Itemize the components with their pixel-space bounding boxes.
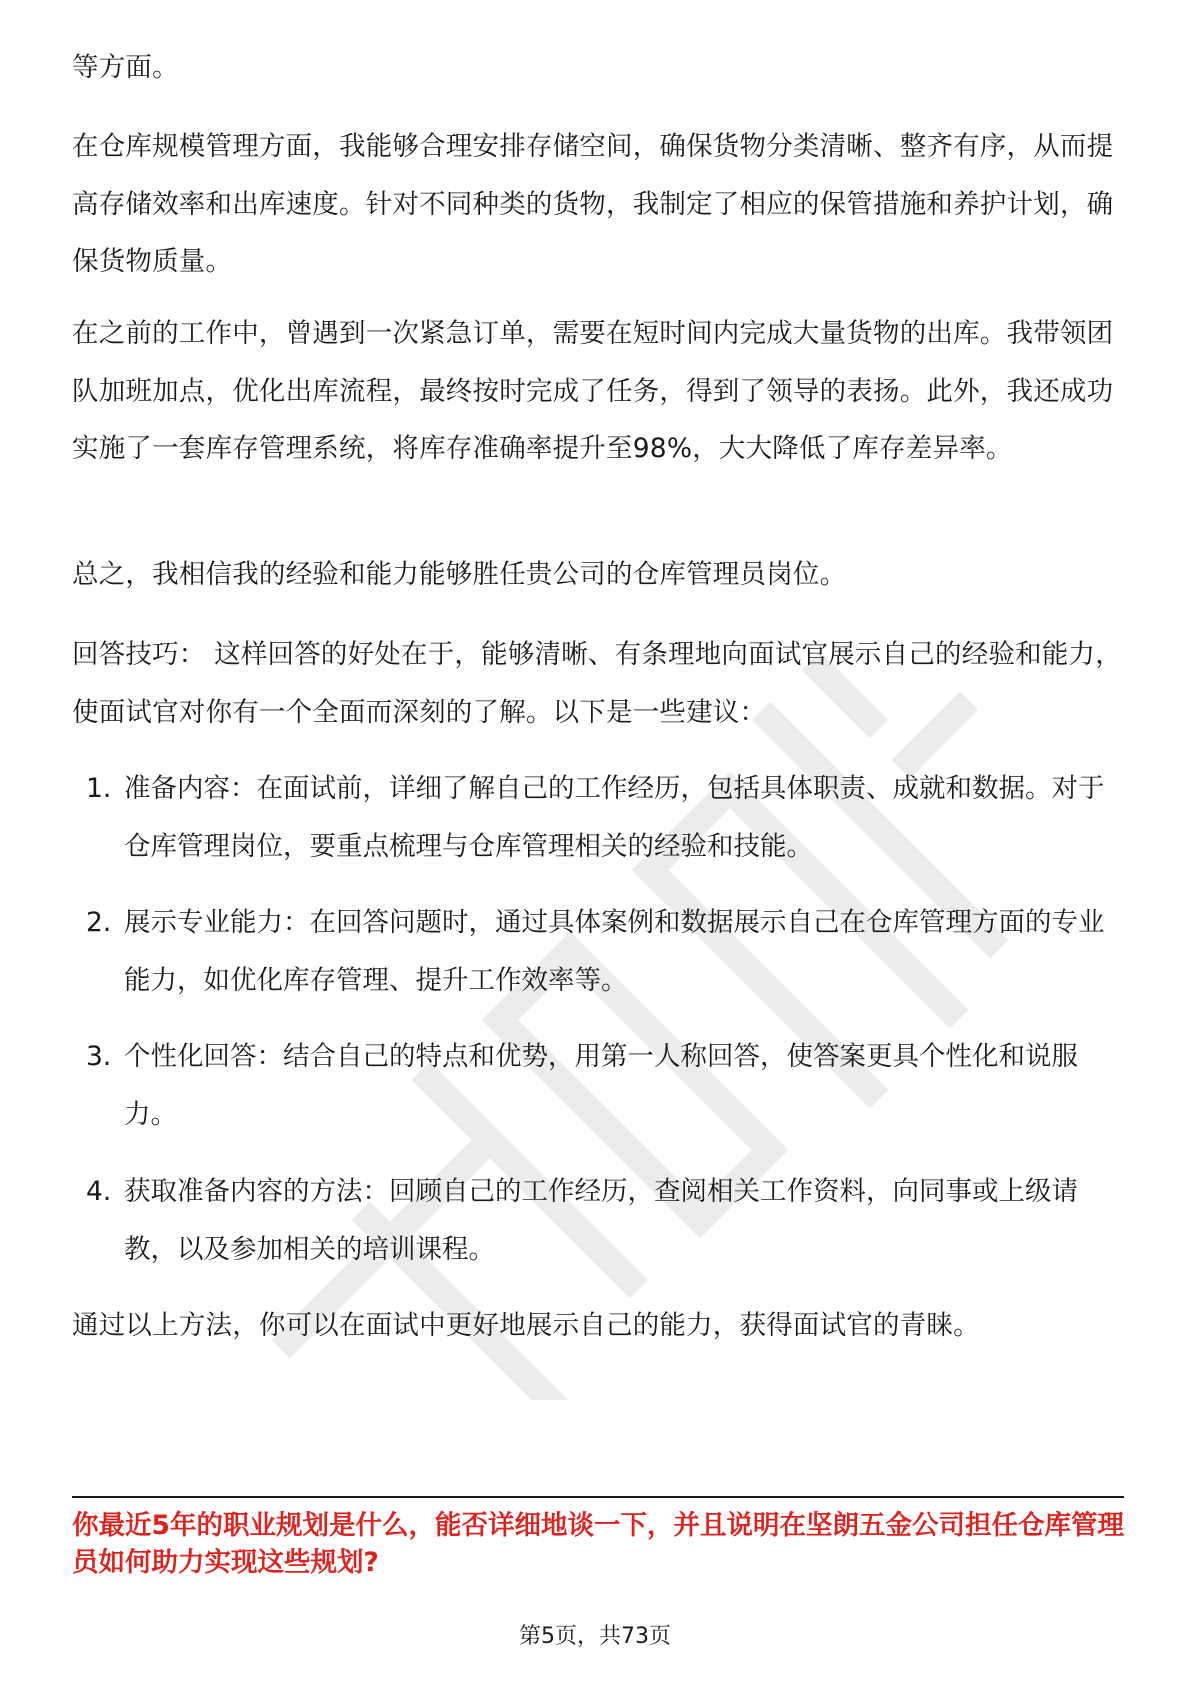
- page-footer: 第5页，共73页: [519, 1624, 671, 1649]
- list-text: 展示专业能力：在回答问题时，通过具体案例和数据展示自己在仓库管理方面的专业能力，如优化库存管理、提升工作效率等。: [124, 907, 1105, 996]
- list-number: 4.: [86, 1176, 112, 1207]
- list-number: 1.: [86, 773, 112, 804]
- list-text: 准备内容：在面试前，详细了解自己的工作经历，包括具体职责、成就和数据。对于仓库管理岗位，要重点梳理与仓库管理相关的经验和技能。: [124, 773, 1105, 862]
- paragraph: 等方面。: [72, 52, 179, 83]
- list-number: 3.: [86, 1041, 112, 1072]
- list-text: 个性化回答：结合自己的特点和优势，用第一人称回答，使答案更具个性化和说服力。: [124, 1041, 1078, 1130]
- closing-paragraph: 通过以上方法，你可以在面试中更好地展示自己的能力，获得面试官的青睐。: [72, 1310, 980, 1341]
- divider: [72, 1496, 1124, 1498]
- paragraph: 回答技巧： 这样回答的好处在于，能够清晰、有条理地向面试官展示自己的经验和能力，使面试官对你有一个全面而深刻的了解。以下是一些建议：: [72, 639, 1122, 728]
- paragraph: 总之，我相信我的经验和能力能够胜任贵公司的仓库管理员岗位。: [72, 559, 847, 590]
- list-number: 2.: [86, 907, 112, 938]
- paragraph: 在之前的工作中，曾遇到一次紧急订单，需要在短时间内完成大量货物的出库。我带领团队加班加点，优化出库流程，最终按时完成了任务，得到了领导的表扬。此外，我还成功实施了一套库存管理系统，将库存准确率提升至98%，大大降低了库存差异率。: [72, 318, 1114, 464]
- list-text: 获取准备内容的方法：回顾自己的工作经历，查阅相关工作资料，向同事或上级请教，以及参加相关的培训课程。: [124, 1176, 1078, 1265]
- paragraph: 在仓库规模管理方面，我能够合理安排存储空间，确保货物分类清晰、整齐有序，从而提高存储效率和出库速度。针对不同种类的货物，我制定了相应的保管措施和养护计划，确保货物质量。: [72, 131, 1114, 277]
- next-question-heading: 你最近5年的职业规划是什么，能否详细地谈一下，并且说明在坚朗五金公司担任仓库管理员如何助力实现这些规划?: [72, 1510, 1124, 1578]
